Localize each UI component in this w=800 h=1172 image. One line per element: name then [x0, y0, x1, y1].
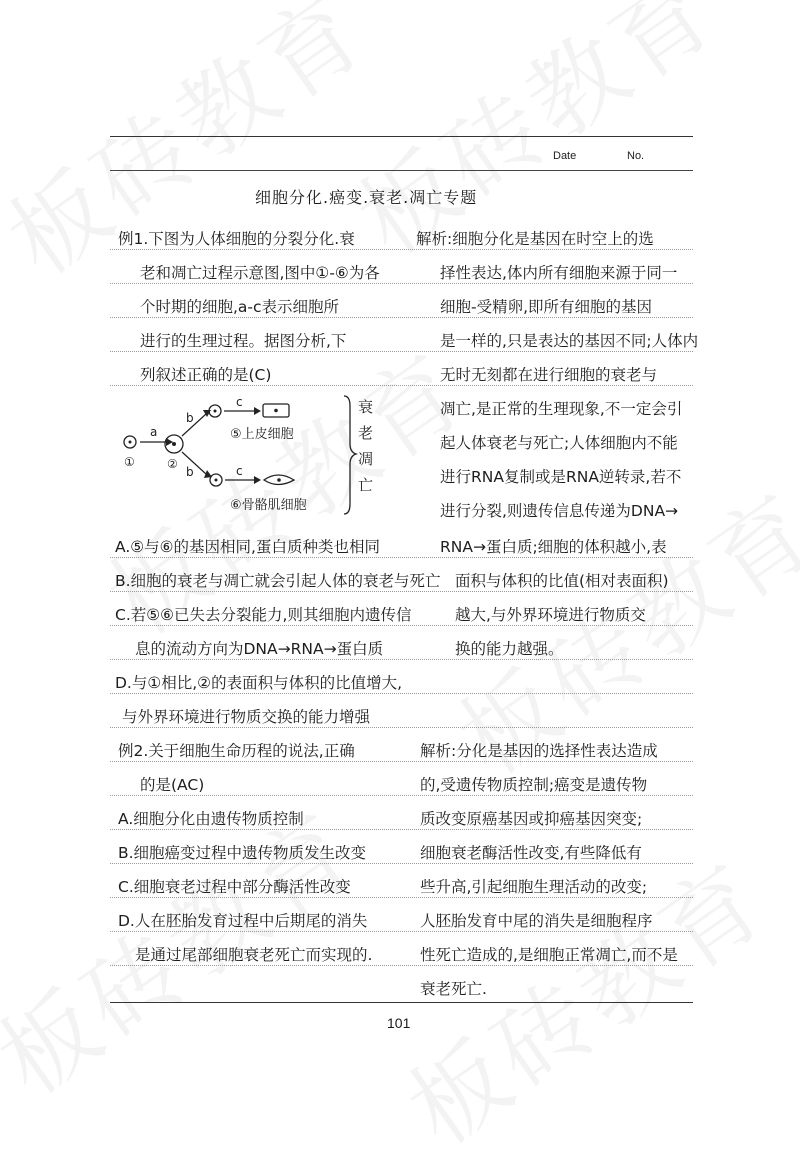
ruled-line [110, 249, 693, 250]
ex1-option-c-cont: 息的流动方向为DNA→RNA→蛋白质 [135, 640, 384, 658]
header-rule-lower [110, 170, 693, 171]
cell-process-diagram [112, 392, 412, 520]
ex1-analysis-line: 进行RNA复制或是RNA逆转录,若不 [440, 468, 682, 486]
ex1-analysis-line: 细胞-受精卵,即所有细胞的基因 [440, 298, 653, 316]
ex1-question-line: 列叙述正确的是(C) [140, 366, 272, 384]
ex1-question-line: 例1.下图为人体细胞的分裂分化.衰 [118, 230, 355, 248]
ex1-analysis-line: 是一样的,只是表达的基因不同;人体内 [440, 332, 699, 350]
ex1-option-d-cont: 与外界环境进行物质交换的能力增强 [122, 708, 371, 726]
ex2-option-a: A.细胞分化由遗传物质控制 [118, 810, 304, 828]
ruled-line [110, 897, 693, 898]
cell-2-label: ② [167, 457, 178, 471]
date-label: Date [553, 150, 577, 162]
ex2-analysis-line: 性死亡造成的,是细胞正常凋亡,而不是 [420, 946, 678, 964]
ruled-line [110, 965, 693, 966]
ex2-option-d: D.人在胚胎发育过程中后期尾的消失 [118, 912, 368, 930]
ruled-line [110, 863, 693, 864]
cell-1-label: ① [124, 455, 135, 469]
page-title: 细胞分化.癌变.衰老.凋亡专题 [255, 188, 478, 207]
ex1-option-c: C.若⑤⑥已失去分裂能力,则其细胞内遗传信 [115, 606, 412, 624]
arrow-c-top-label: c [236, 395, 243, 409]
ruled-line [110, 693, 693, 694]
arrow-b-bottom-label: b [186, 465, 194, 479]
arrow-a-label: a [150, 425, 158, 439]
ex1-analysis-line: 越大,与外界环境进行物质交 [455, 606, 646, 624]
ex1-analysis-line: 解析:细胞分化是基因在时空上的选 [416, 230, 654, 248]
ex1-analysis-line: 换的能力越强。 [455, 640, 564, 658]
ruled-line [110, 317, 693, 318]
brace-char: 凋 [358, 450, 374, 468]
ruled-line [110, 761, 693, 762]
brace-char: 老 [358, 424, 374, 442]
ex1-question-line: 个时期的细胞,a-c表示细胞所 [140, 298, 340, 316]
ex1-option-b: B.细胞的衰老与凋亡就会引起人体的衰老与死亡 [115, 572, 441, 590]
brace-char: 亡 [358, 476, 374, 494]
ex2-analysis-line: 衰老死亡. [420, 980, 487, 998]
ruled-line [110, 385, 693, 386]
arrow-b-top-label: b [186, 411, 194, 425]
ex2-question-line: 的是(AC) [140, 776, 205, 794]
ex1-analysis-line: 进行分裂,则遗传信息传递为DNA→ [440, 502, 679, 520]
ex2-analysis-line: 细胞衰老酶活性改变,有些降低有 [420, 844, 642, 862]
ex1-option-a: A.⑤与⑥的基因相同,蛋白质种类也相同 [115, 538, 380, 556]
header-rule [110, 136, 693, 137]
ruled-line [110, 931, 693, 932]
ex1-question-line: 进行的生理过程。据图分析,下 [140, 332, 347, 350]
ruled-line [110, 591, 693, 592]
ex2-option-d-cont: 是通过尾部细胞衰老死亡而实现的. [135, 946, 373, 964]
ex1-analysis-line: 无时无刻都在进行细胞的衰老与 [440, 366, 658, 384]
watermark [0, 0, 390, 302]
ruled-line [110, 625, 693, 626]
ruled-line [110, 557, 693, 558]
brace [344, 396, 356, 514]
ex1-analysis-line: 起人体衰老与死亡;人体细胞内不能 [440, 434, 678, 452]
page-number: 101 [387, 1015, 411, 1031]
ex2-analysis-line: 解析:分化是基因的选择性表达造成 [420, 742, 658, 760]
footer-rule [110, 1002, 693, 1003]
ex1-question-line: 老和凋亡过程示意图,图中①-⑥为各 [140, 264, 380, 282]
ex1-analysis-line: 择性表达,体内所有细胞来源于同一 [440, 264, 678, 282]
ex2-option-c: C.细胞衰老过程中部分酶活性改变 [118, 878, 351, 896]
lower-cell-label: ⑥骨骼肌细胞 [230, 498, 307, 513]
ruled-line [110, 795, 693, 796]
no-label: No. [627, 150, 645, 162]
ruled-line [110, 351, 693, 352]
ex2-analysis-line: 的,受遗传物质控制;癌变是遗传物 [420, 776, 648, 794]
ex1-analysis-line: RNA→蛋白质;细胞的体积越小,表 [440, 538, 667, 556]
brace-char: 衰 [358, 398, 374, 416]
ex2-analysis-line: 质改变原癌基因或抑癌基因突变; [420, 810, 643, 828]
ex2-question-line: 例2.关于细胞生命历程的说法,正确 [118, 742, 355, 760]
ruled-line [110, 283, 693, 284]
ruled-line [110, 659, 693, 660]
ruled-line [110, 829, 693, 830]
arrow-c-bottom-label: c [236, 464, 243, 478]
ex1-analysis-line: 凋亡,是正常的生理现象,不一定会引 [440, 400, 683, 418]
ex2-analysis-line: 些升高,引起细胞生理活动的改变; [420, 878, 648, 896]
upper-cell-label: ⑤上皮细胞 [230, 427, 294, 442]
ex2-option-b: B.细胞癌变过程中遗传物质发生改变 [118, 844, 367, 862]
ex1-option-d: D.与①相比,②的表面积与体积的比值增大, [115, 674, 403, 692]
ex1-analysis-line: 面积与体积的比值(相对表面积) [455, 572, 669, 590]
ex2-analysis-line: 人胚胎发育中尾的消失是细胞程序 [420, 912, 653, 930]
ruled-line [110, 727, 693, 728]
